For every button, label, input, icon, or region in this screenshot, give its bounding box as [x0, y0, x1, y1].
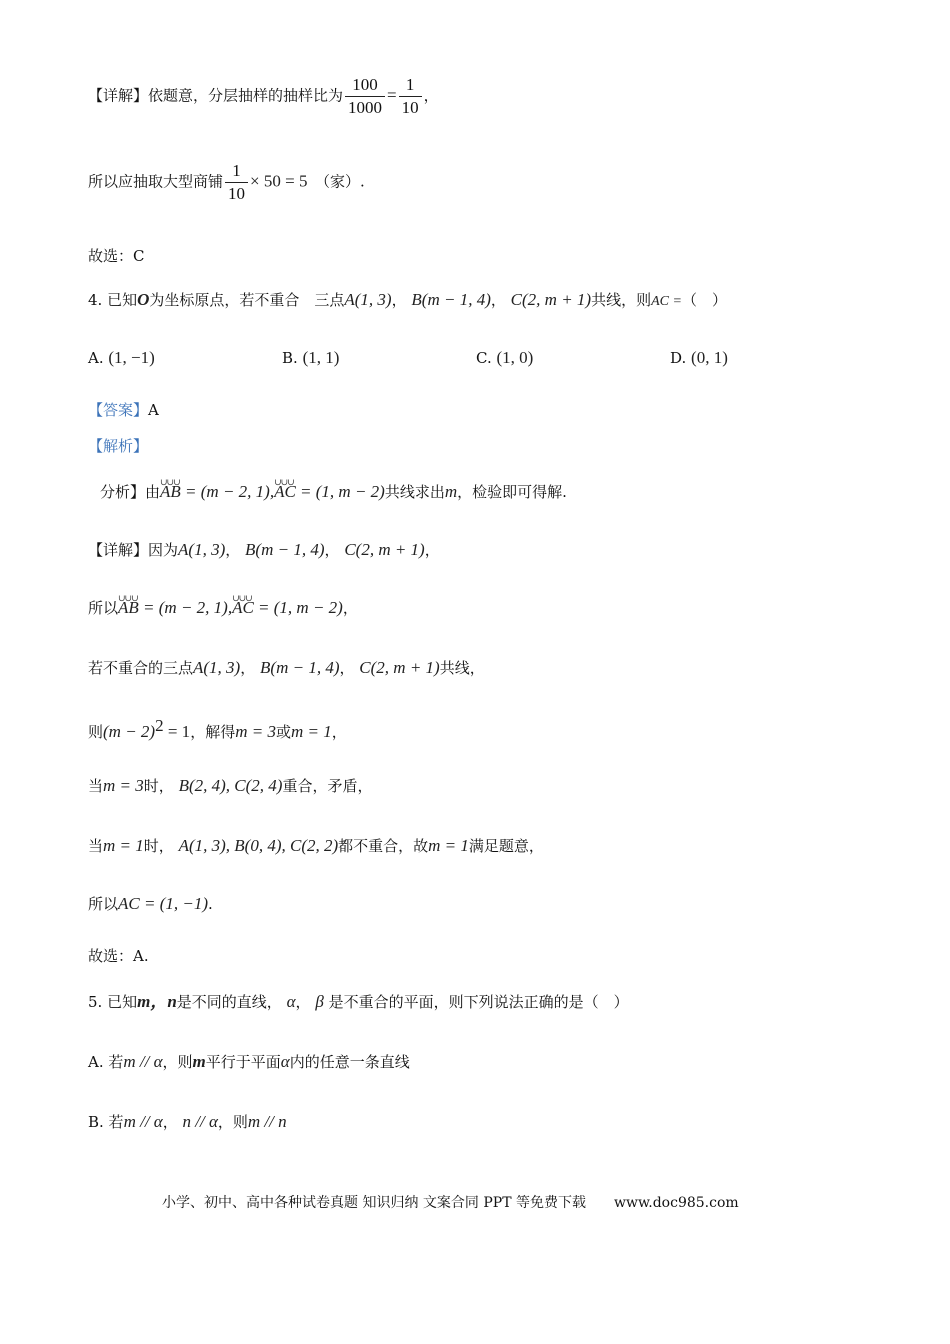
collinear-line: 若不重合的三点A(1, 3)， B(m − 1, 4)， C(2, m + 1)共线， — [88, 658, 485, 677]
choose-a-line: 故选：A. — [88, 947, 149, 965]
question-4-stem: 4. 已知O为坐标原点，若不重合 三点A(1, 3)， B(m − 1, 4)， C(2, m + 1)共线，则AC =（ ） — [88, 290, 727, 309]
case-m3-line: 当m = 3时， B(2, 4), C(2, 4)重合，矛盾， — [88, 776, 373, 795]
question-5-stem: 5. 已知m，n是不同的直线， α， β 是不重合的平面，则下列说法正确的是（ ） — [88, 992, 629, 1011]
footer-text: 小学、初中、高中各种试卷真题 知识归纳 文案合同 PPT 等免费下载 — [162, 1195, 586, 1211]
analysis-line: 分析】由∪∪∪ AB = (m − 2, 1),∪∪∪ AC = (1, m − 2)共线求出m，检验即可得解. — [100, 482, 567, 502]
case-m1-line: 当m = 1时， A(1, 3), B(0, 4), C(2, 2)都不重合，故m = 1满足题意， — [88, 836, 544, 855]
fraction-100-1000: $\frac{100}{1000}$ — [345, 74, 385, 119]
result-line: 所以AC = (1, −1). — [88, 894, 213, 913]
choose-c-line: 故选：C — [88, 247, 145, 265]
detail-line-ratio: 【详解】依题意，分层抽样的抽样比为 $\frac{100}{1000}$ = $\frac{1}{10}$ ， — [88, 75, 439, 117]
option-b[interactable]: B. (1, 1) — [282, 348, 340, 367]
question-5-option-a[interactable]: A. 若m // α，则m平行于平面α内的任意一条直线 — [88, 1052, 410, 1071]
sample-expression: × 50 = 5 — [250, 171, 308, 191]
question-5-option-b[interactable]: B. 若m // α， n // α，则m // n — [88, 1112, 287, 1131]
detail-because-line: 【详解】因为A(1, 3)， B(m − 1, 4)， C(2, m + 1)， — [88, 540, 440, 559]
vectors-line: 所以∪∪∪ AB = (m − 2, 1),∪∪∪ AC = (1, m − 2)， — [88, 598, 358, 618]
footer-url[interactable]: www.doc985.com — [613, 1195, 739, 1211]
detail-line-sample: 所以应抽取大型商铺 $\frac{1}{10}$ × 50 = 5 （家）. — [88, 161, 365, 203]
detail-label: 【详解】 — [88, 86, 149, 105]
fraction-1-10-b: $\frac{1}{10}$ — [225, 160, 248, 205]
ratio-text: 依题意，分层抽样的抽样比为 — [148, 86, 344, 105]
option-c[interactable]: C. (1, 0) — [476, 348, 534, 367]
analysis-label: 【解析】 — [88, 437, 149, 455]
option-d[interactable]: D. (0, 1) — [670, 348, 728, 367]
footer — [162, 1192, 739, 1212]
solve-line: 则$(m - 2)^2 = 1$，解得m = 3或m = 1， — [88, 716, 347, 741]
fraction-1-10: $\frac{1}{10}$ — [399, 74, 422, 119]
answer-label: 【答案】 — [88, 401, 149, 419]
answer-line: 【答案】A — [88, 401, 159, 419]
option-a[interactable]: A. (1, −1) — [88, 348, 155, 367]
